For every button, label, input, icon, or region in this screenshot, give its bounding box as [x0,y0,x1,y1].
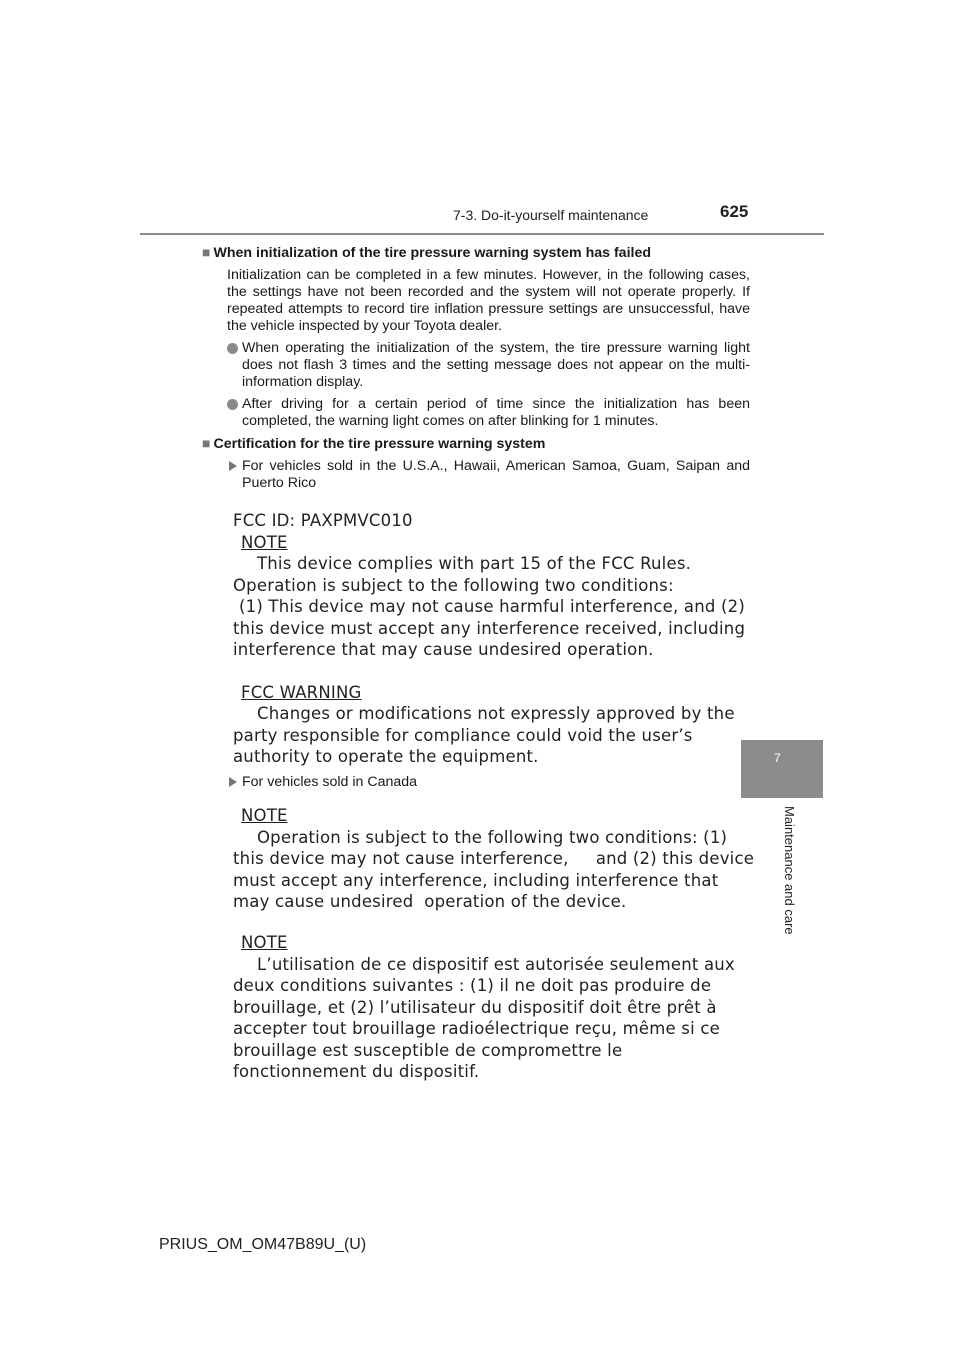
note-line: accepter tout brouillage radioélectrique reçu, même si ce [233,1019,720,1038]
main-content [202,244,750,492]
note-line: (1) This device may not cause harmful interference, and (2) [239,597,745,616]
circle-bullet-icon [227,399,238,410]
square-bullet-icon: ■ [202,244,211,260]
heading-text: Certification for the tire pressure warning system [213,436,546,452]
fcc-id: FCC ID: PAXPMVC010 [233,511,413,530]
note-title: NOTE [241,532,288,552]
canada-section [205,774,750,791]
note-line: must accept any interference, including interference that [233,870,719,890]
warning-line: authority to operate the equipment. [233,747,539,766]
chapter-label-wrap [782,806,796,954]
usa-vehicles-text: For vehicles sold in the U.S.A., Hawaii, American Samoa, Guam, Saipan and Puerto Rico [242,458,750,491]
page-number: 625 [720,202,749,221]
bullet-item [227,340,750,391]
note-line: brouillage, et (2) l’utilisateur du dispositif doit être prêt à [233,997,717,1017]
circle-bullet-icon [227,343,238,354]
note-title: NOTE [241,933,288,952]
warning-line: Changes or modifications not expressly approved by the [257,704,735,723]
chapter-number: 7 [774,751,781,765]
section-title: 7-3. Do-it-yourself maintenance [453,207,649,223]
note-line: L’utilisation de ce dispositif est autorisée seulement aux [257,954,735,974]
ic-label-canada-en [233,805,754,913]
note-line: brouillage est susceptible de compromettre le [233,1040,623,1060]
heading-certification [202,435,750,453]
note-line: interference that may cause undesired operation. [233,640,654,659]
note-line: This device complies with part 15 of the FCC Rules. [257,554,692,573]
square-bullet-icon: ■ [202,435,211,451]
triangle-arrow-icon [229,777,237,787]
warning-line: party responsible for compliance could void the user’s [233,725,693,745]
note-line: may cause undesired operation of the device. [233,892,627,911]
note-line: this device may not cause interference, and (2) this device [233,849,755,868]
chapter-label: Maintenance and care [782,806,797,935]
note-line: this device must accept any interference received, including [233,618,746,638]
fcc-warning-title: FCC WARNING [241,682,362,702]
bullet-text: After driving for a certain period of time since the initialization has been completed, the warning light comes on after blinking for 1 minutes. [242,396,750,429]
ic-label-canada-fr [233,932,735,1083]
note-line: Operation is subject to the following two conditions: (1) [257,827,728,847]
canada-vehicles-item [227,774,750,791]
heading-initialization-failed [202,244,750,262]
note-title: NOTE [241,806,288,825]
note-line: Operation is subject to the following two conditions: [233,575,674,595]
usa-vehicles-item [227,458,750,492]
bullet-text: When operating the initialization of the system, the tire pressure warning light does not flash 3 times and the setting message does not appear on the multi-information display. [242,340,750,390]
heading-text: When initialization of the tire pressure warning system has failed [213,245,652,261]
note-line: fonctionnement du dispositif. [233,1062,480,1081]
triangle-arrow-icon [229,461,237,471]
note-line: deux conditions suivantes : (1) il ne doit pas produire de [233,976,712,995]
initialization-paragraph: Initialization can be completed in a few minutes. However, in the following cases, the settings have not been recorded and the system will not operate properly. If repeated attempts to record tire inflation pressure settings are unsuccessful, have the vehicle inspected by your Toyota dealer. [227,267,750,334]
fcc-label-usa [233,510,745,768]
canada-vehicles-text: For vehicles sold in Canada [242,774,418,790]
document-code: PRIUS_OM_OM47B89U_(U) [159,1236,367,1253]
header-divider [140,233,824,235]
chapter-tab [741,740,823,798]
bullet-item [227,396,750,430]
